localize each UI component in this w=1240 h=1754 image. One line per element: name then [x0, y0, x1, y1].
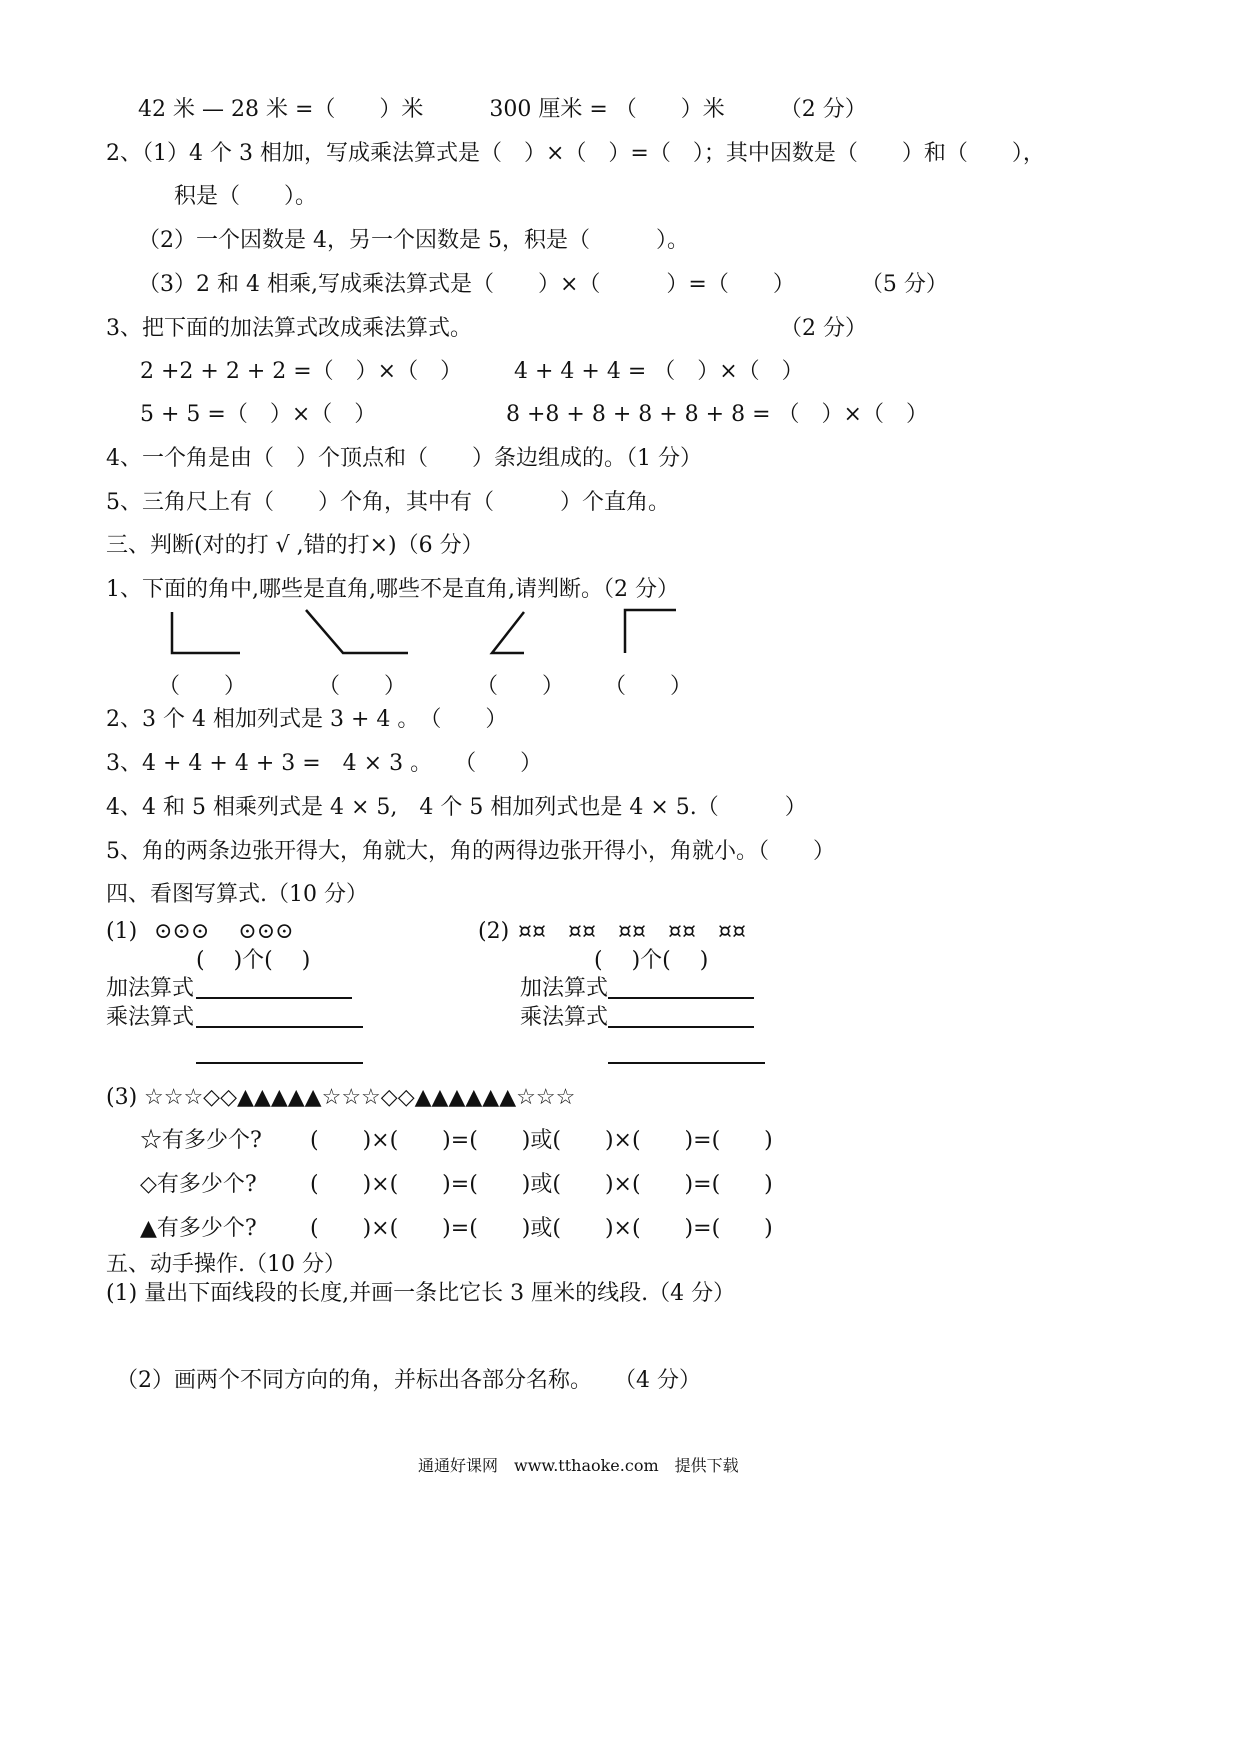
sec3-q3: 3、4 + 4 + 4 + 3 = 4 × 3 。 （ ）	[106, 751, 543, 776]
q3-expr-d: 8 +8 + 8 + 8 + 8 + 8 = （ ）×（ ）	[506, 402, 928, 427]
q1-conversion-line: 42 米 — 28 米 =（ ）米 300 厘米 = （ ）米 （2 分）	[138, 97, 867, 122]
p1-group-blank[interactable]: ( )个( )	[196, 948, 311, 973]
p2-group-blank[interactable]: ( )个( )	[594, 948, 709, 973]
p3-label: (3)	[106, 1085, 138, 1110]
angle-blank-3[interactable]: （ ）	[476, 674, 565, 699]
footer-source: 通通好课网 www.tthaoke.com 提供下载	[418, 1456, 739, 1475]
p3-star-blanks[interactable]: ( )×( )=( )或( )×( )=( )	[310, 1128, 773, 1153]
angle-figure-1	[172, 612, 240, 653]
q5-triangle-ruler: 5、三角尺上有（ ）个角，其中有（ ）个直角。	[106, 490, 670, 515]
q3-expr-a: 2 +2 + 2 + 2 =（ ）×（ ）	[140, 359, 463, 384]
p1-label: (1)	[106, 919, 138, 944]
q2-part3: （3）2 和 4 相乘,写成乘法算式是（ ）×（ ）=（ ） （5 分）	[138, 272, 948, 297]
sec4-title: 四、看图写算式.（10 分）	[106, 882, 368, 907]
p2-mul-answer-line[interactable]	[608, 1026, 754, 1028]
p1-add-answer-line[interactable]	[196, 997, 352, 999]
sec3-q5: 5、角的两条边张开得大，角就大，角的两得边张开得小，角就小。（ ）	[106, 839, 835, 864]
p2-add-answer-line[interactable]	[608, 997, 754, 999]
sec5-q2: （2）画两个不同方向的角，并标出各部分名称。 （4 分）	[116, 1368, 701, 1393]
q2-part2: （2）一个因数是 4，另一个因数是 5，积是（ ）。	[138, 228, 689, 253]
sec3-q4: 4、4 和 5 相乘列式是 4 × 5, 4 个 5 相加列式也是 4 × 5.（ ）	[106, 795, 807, 820]
p1-extra-answer-line[interactable]	[196, 1062, 363, 1064]
p1-add-label: 加法算式	[106, 976, 195, 1001]
angle-blank-4[interactable]: （ ）	[604, 674, 693, 699]
angle-figure-2	[306, 610, 408, 653]
p1-mul-label: 乘法算式	[106, 1005, 195, 1030]
p2-sun-symbols: ¤¤ ¤¤ ¤¤ ¤¤ ¤¤	[518, 919, 746, 944]
q2-part1-product: 积是（ ）。	[174, 184, 318, 209]
q4-angle-parts: 4、一个角是由（ ）个顶点和（ ）条边组成的。（1 分）	[106, 446, 702, 471]
q3-title: 3、把下面的加法算式改成乘法算式。 （2 分）	[106, 316, 867, 341]
p1-dot-symbols: ⊙⊙⊙ ⊙⊙⊙	[154, 919, 294, 944]
p1-mul-answer-line[interactable]	[196, 1026, 363, 1028]
p3-triangle-blanks[interactable]: ( )×( )=( )或( )×( )=( )	[310, 1216, 773, 1241]
sec3-title: 三、判断(对的打 √ ,错的打×)（6 分）	[106, 533, 484, 558]
angle-blank-2[interactable]: （ ）	[318, 674, 407, 699]
p2-mul-label: 乘法算式	[520, 1005, 609, 1030]
p3-triangle-question: ▲有多少个?	[140, 1216, 257, 1241]
p3-symbol-sequence: ☆☆☆◇◇▲▲▲▲▲☆☆☆◇◇▲▲▲▲▲▲☆☆☆	[144, 1085, 576, 1110]
p3-diamond-blanks[interactable]: ( )×( )=( )或( )×( )=( )	[310, 1172, 773, 1197]
sec5-title: 五、动手操作.（10 分）	[106, 1252, 346, 1277]
q2-part1: 2、（1）4 个 3 相加，写成乘法算式是（ ）×（ ）=（ ）；其中因数是（ ）和（ ），	[106, 141, 1045, 166]
q3-expr-c: 5 + 5 =（ ）×（ ）	[140, 402, 377, 427]
sec3-q1: 1、下面的角中,哪些是直角,哪些不是直角,请判断。（2 分）	[106, 577, 679, 602]
angle-figure-4	[625, 610, 676, 653]
p2-extra-answer-line[interactable]	[608, 1062, 765, 1064]
sec3-q2: 2、3 个 4 相加列式是 3 + 4 。 （ ）	[106, 707, 508, 732]
p2-add-label: 加法算式	[520, 976, 609, 1001]
q3-expr-b: 4 + 4 + 4 = （ ）×（ ）	[514, 359, 804, 384]
angle-blank-1[interactable]: （ ）	[158, 674, 247, 699]
p3-star-question: ☆有多少个?	[140, 1128, 262, 1153]
p2-label: (2)	[478, 919, 510, 944]
angle-figure-3	[492, 612, 524, 653]
p3-diamond-question: ◇有多少个?	[140, 1172, 257, 1197]
sec5-q1: (1) 量出下面线段的长度,并画一条比它长 3 厘米的线段.（4 分）	[106, 1281, 736, 1306]
